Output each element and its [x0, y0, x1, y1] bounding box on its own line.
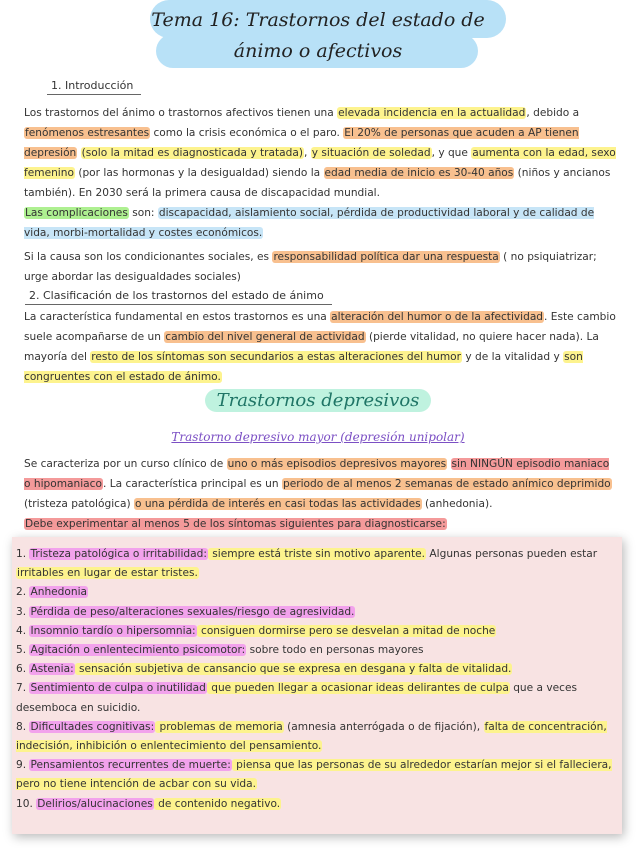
symptom-item-6: [16, 660, 618, 679]
symptom-item-2: [16, 583, 618, 602]
symptom-item-7: [16, 679, 618, 717]
symptom-item-9: [16, 756, 618, 794]
text-run: (niños y ancianos también). En 2030 será la primera causa de discapacidad mundial.: [24, 167, 611, 199]
depresion-mayor-text: [24, 454, 616, 534]
symptom-item-3: [16, 603, 618, 622]
highlight-orange: El 20% de personas que acuden a AP tienen depresión: [24, 127, 579, 159]
diagnostic-criteria-note: [24, 514, 616, 534]
subheading-depresion-mayor: Trastorno depresivo mayor (depresión unipolar): [171, 430, 465, 444]
highlight-orange: uno o más episodios depresivos mayores: [227, 458, 447, 470]
highlight-yellow: de contenido negativo.: [154, 797, 281, 810]
highlight-orange: cambio del nivel general de actividad: [165, 331, 365, 343]
text-run: que a veces desemboca en suicidio.: [16, 682, 578, 714]
text-run: Algunas personas pueden estar: [426, 548, 598, 560]
intro-paragraph-2: [24, 203, 616, 243]
item-number: 4.: [16, 624, 30, 637]
text-run: , y que: [431, 147, 472, 159]
text-run: , debido a: [526, 107, 580, 119]
highlight-pink: Delirios/alucinaciones: [37, 797, 153, 810]
text-run: como la crisis económica o el paro.: [150, 127, 344, 139]
text-run: (amnesia anterrógada o de fijación),: [283, 720, 484, 733]
highlight-pink: Anhedonia: [30, 586, 88, 599]
item-number: 10.: [16, 797, 37, 810]
depresion-mayor-paragraph: [24, 454, 616, 514]
page-title-line2: ánimo o afectivos: [233, 40, 403, 62]
text-run: (tristeza patológica): [24, 498, 134, 510]
text-run: . La característica principal es un: [102, 478, 282, 490]
text-run: Se caracteriza por un curso clínico de: [24, 458, 227, 470]
item-number: 2.: [16, 586, 30, 599]
text-run: Si la causa son los condicionantes sociales, es: [24, 251, 273, 263]
text-run: (pierde vitalidad, no quiere hacer nada). La mayoría del: [24, 331, 599, 363]
highlight-red: sin NINGÚN episodio maniaco o hipomaniaco: [24, 458, 610, 490]
item-number: 1.: [16, 548, 30, 560]
highlight-pink: Insomnio tardío o hipersomnia:: [30, 624, 196, 637]
heading-text: Trastornos depresivos: [205, 389, 432, 412]
highlight-pink: Sentimiento de culpa o inutilidad: [30, 682, 206, 695]
symptoms-list: [16, 545, 618, 814]
text-run: ( no psiquiatrizar; urge abordar las desigualdades sociales): [24, 251, 597, 283]
highlight-pink: Dificultades cognitivas:: [30, 720, 155, 733]
highlight-yellow: elevada incidencia en la actualidad: [338, 107, 526, 119]
text-run: son:: [128, 207, 158, 219]
highlight-blue: discapacidad, aislamiento social, pérdida de productividad laboral y de calidad de vida, morbi-mortalidad y costes económicos.: [24, 207, 595, 239]
text-run: y de la vitalidad y: [462, 351, 564, 363]
intro-paragraph-3: [24, 247, 616, 287]
heading-trastornos-depresivos: [0, 390, 636, 411]
page-title-line1: Tema 16: Trastornos del estado de: [151, 9, 485, 31]
highlight-pink: Pérdida de peso/alteraciones sexuales/riesgo de agresividad.: [30, 605, 355, 618]
symptom-item-8: [16, 718, 618, 756]
highlight-orange: edad media de inicio es 30-40 años: [324, 167, 514, 179]
highlight-orange: fenómenos estresantes: [25, 127, 150, 139]
highlight-yellow: aumenta con la edad, sexo femenino: [24, 147, 616, 179]
text-run: . Este cambio suele acompañarse de un: [24, 311, 616, 343]
highlight-yellow: que pueden llegar a ocasionar ideas delirantes de culpa: [207, 682, 509, 695]
highlight-yellow: y situación de soledad: [311, 147, 431, 159]
highlight-pink: Pensamientos recurrentes de muerte:: [30, 759, 231, 772]
text-run: Los trastornos del ánimo o trastornos afectivos tienen una: [24, 107, 338, 119]
clasificacion-paragraph: [24, 307, 616, 387]
item-number: 9.: [16, 759, 30, 772]
highlight-green: Las complicaciones: [25, 207, 128, 219]
highlight-yellow: siempre está triste sin motivo aparente.: [208, 548, 426, 560]
highlight-pink: Tristeza patológica o irritabilidad:: [30, 548, 207, 560]
text-run: ,: [304, 147, 311, 159]
section-heading-introduccion: 1. Introducción: [51, 79, 134, 92]
clasificacion-text: [24, 307, 616, 387]
highlight-pink: Agitación o enlentecimiento psicomotor:: [30, 644, 246, 657]
text-run: [447, 458, 450, 470]
intro-text: [24, 103, 616, 287]
highlight-yellow: son congruentes con el estado de ánimo.: [24, 351, 583, 383]
highlight-pink: Astenia:: [30, 663, 74, 676]
highlight-yellow: irritables en lugar de estar tristes.: [17, 567, 198, 580]
text-run: (anhedonia).: [421, 498, 493, 510]
highlight-yellow: consiguen dormirse pero se desvelan a mitad de noche: [197, 624, 496, 637]
symptom-item-10: [16, 795, 618, 814]
item-number: 7.: [16, 682, 30, 695]
symptom-item-5: [16, 641, 618, 660]
symptom-item-4: [16, 622, 618, 641]
highlight-orange: responsabilidad política dar una respuesta: [273, 251, 499, 263]
highlight-orange: periodo de al menos 2 semanas de estado anímico deprimido: [282, 478, 611, 490]
highlight-yellow: (solo la mitad es diagnosticada y tratada): [81, 147, 304, 159]
item-number: 3.: [16, 605, 30, 618]
item-number: 5.: [16, 644, 30, 657]
section-heading-clasificacion: 2. Clasificación de los trastornos del estado de ánimo: [29, 289, 324, 302]
symptom-item-1: [16, 545, 618, 583]
highlight-yellow: sensación subjetiva de cansancio que se expresa en desgana y falta de vitalidad.: [75, 663, 512, 676]
intro-paragraph-1: [24, 103, 616, 203]
highlight-orange: alteración del humor o de la afectividad: [331, 311, 544, 323]
highlight-orange: o una pérdida de interés en casi todas las actividades: [134, 498, 421, 510]
text-run: (por las hormonas y la desigualdad) siendo la: [74, 167, 324, 179]
item-number: 8.: [16, 720, 30, 733]
text-run: La característica fundamental en estos trastornos es una: [24, 311, 331, 323]
highlight-red: Debe experimentar al menos 5 de los síntomas siguientes para diagnosticarse:: [25, 518, 446, 530]
highlight-yellow: resto de los síntomas son secundarios a estas alteraciones del humor: [91, 351, 462, 363]
highlight-yellow: piensa que las personas de su alrededor estarían mejor si el fallecier​a, pero no tiene intención de acbar con su vida.: [16, 759, 612, 791]
highlight-yellow: falta de concentración, indecisión, inhibición o enlentecimiento del pensamiento.: [16, 720, 607, 753]
text-run: sobre todo en personas mayores: [246, 644, 424, 657]
highlight-yellow: problemas de memoria: [156, 720, 283, 733]
item-number: 6.: [16, 663, 30, 676]
